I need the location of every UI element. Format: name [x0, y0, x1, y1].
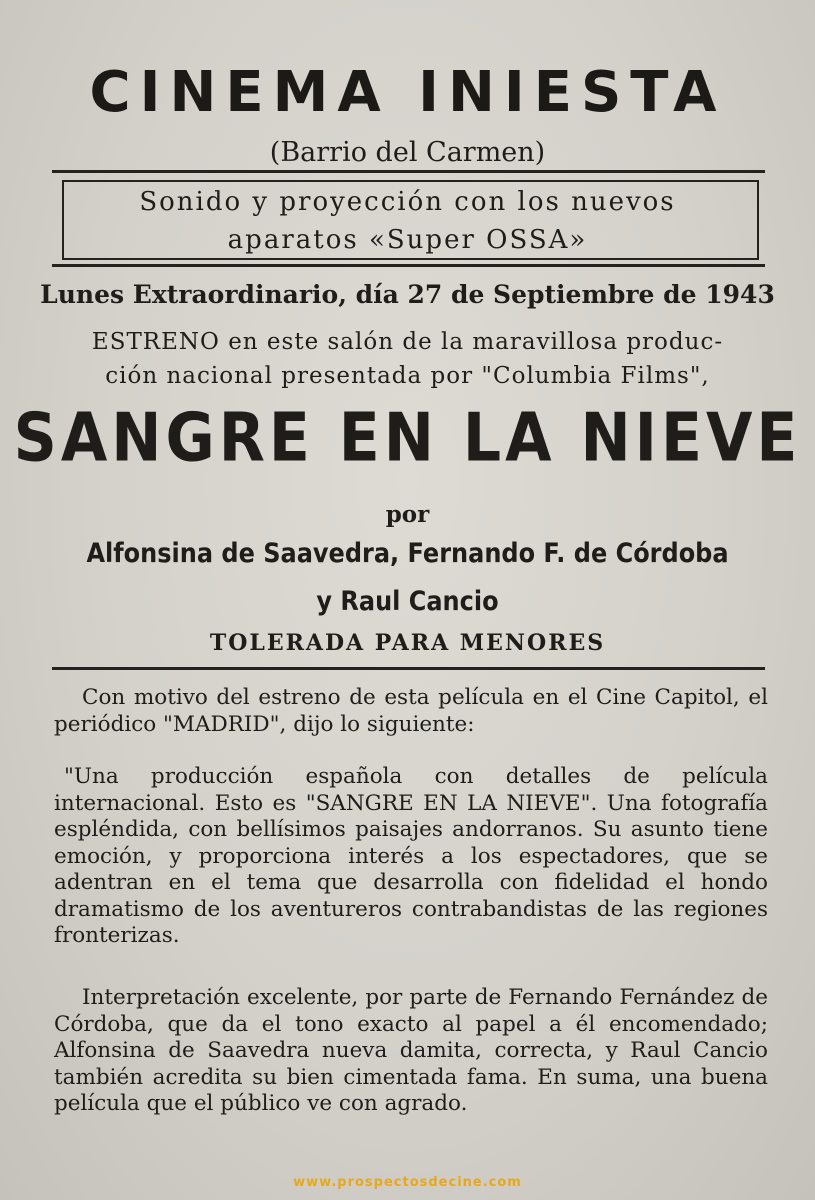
neighborhood-label: (Barrio del Carmen) — [269, 137, 546, 168]
review-divider — [52, 667, 765, 670]
sound-line-2: aparatos «Super OSSA» — [227, 225, 588, 255]
por-label: por — [385, 501, 430, 528]
review-paragraph-2: "Una producción española con detalles de película internacional. Esto es "SANGRE EN LA NIEVE". Una fotografía espléndida, con bellísimos paisajes andorranos. Su asunto tiene emoción, y proporciona interés a los espectadores, que se adentran en el tema que desarrolla con fidelidad el hondo dramatismo de los aventureros contrabandistas de las regiones fronterizas. — [54, 764, 768, 948]
estreno-line-2: ción nacional presentada por "Columbia Films", — [105, 363, 710, 389]
review-paragraph-3: Interpretación excelente, por parte de Fernando Fernández de Córdoba, que da el tono exacto al papel a él encomendado; Alfonsina de Saavedra nueva damita, correcta, y Raul Cancio también acredita su bien cimentada fama. En suma, una buena película que el público ve con agrado. — [54, 985, 768, 1116]
date-line: Lunes Extraordinario, día 27 de Septiembre de 1943 — [40, 280, 775, 309]
review-paragraph-1: Con motivo del estreno de esta película en el Cine Capitol, el periódico "MADRID", dijo lo siguiente: — [54, 685, 768, 737]
sound-line-1: Sonido y proyección con los nuevos — [139, 187, 676, 217]
film-title: SANGRE EN LA NIEVE — [13, 398, 802, 478]
rating-label: TOLERADA PARA MENORES — [209, 630, 606, 656]
estreno-line-1: ESTRENO en este salón de la maravillosa produc- — [91, 329, 724, 355]
cast-line-2: y Raul Cancio — [316, 585, 499, 617]
box-bottom-rule — [52, 264, 765, 267]
website-watermark: www.prospectosdecine.com — [293, 1175, 522, 1190]
top-rule — [52, 170, 765, 173]
cinema-name: CINEMA INIESTA — [89, 60, 726, 125]
cast-line-1: Alfonsina de Saavedra, Fernando F. de Córdoba — [86, 537, 729, 569]
